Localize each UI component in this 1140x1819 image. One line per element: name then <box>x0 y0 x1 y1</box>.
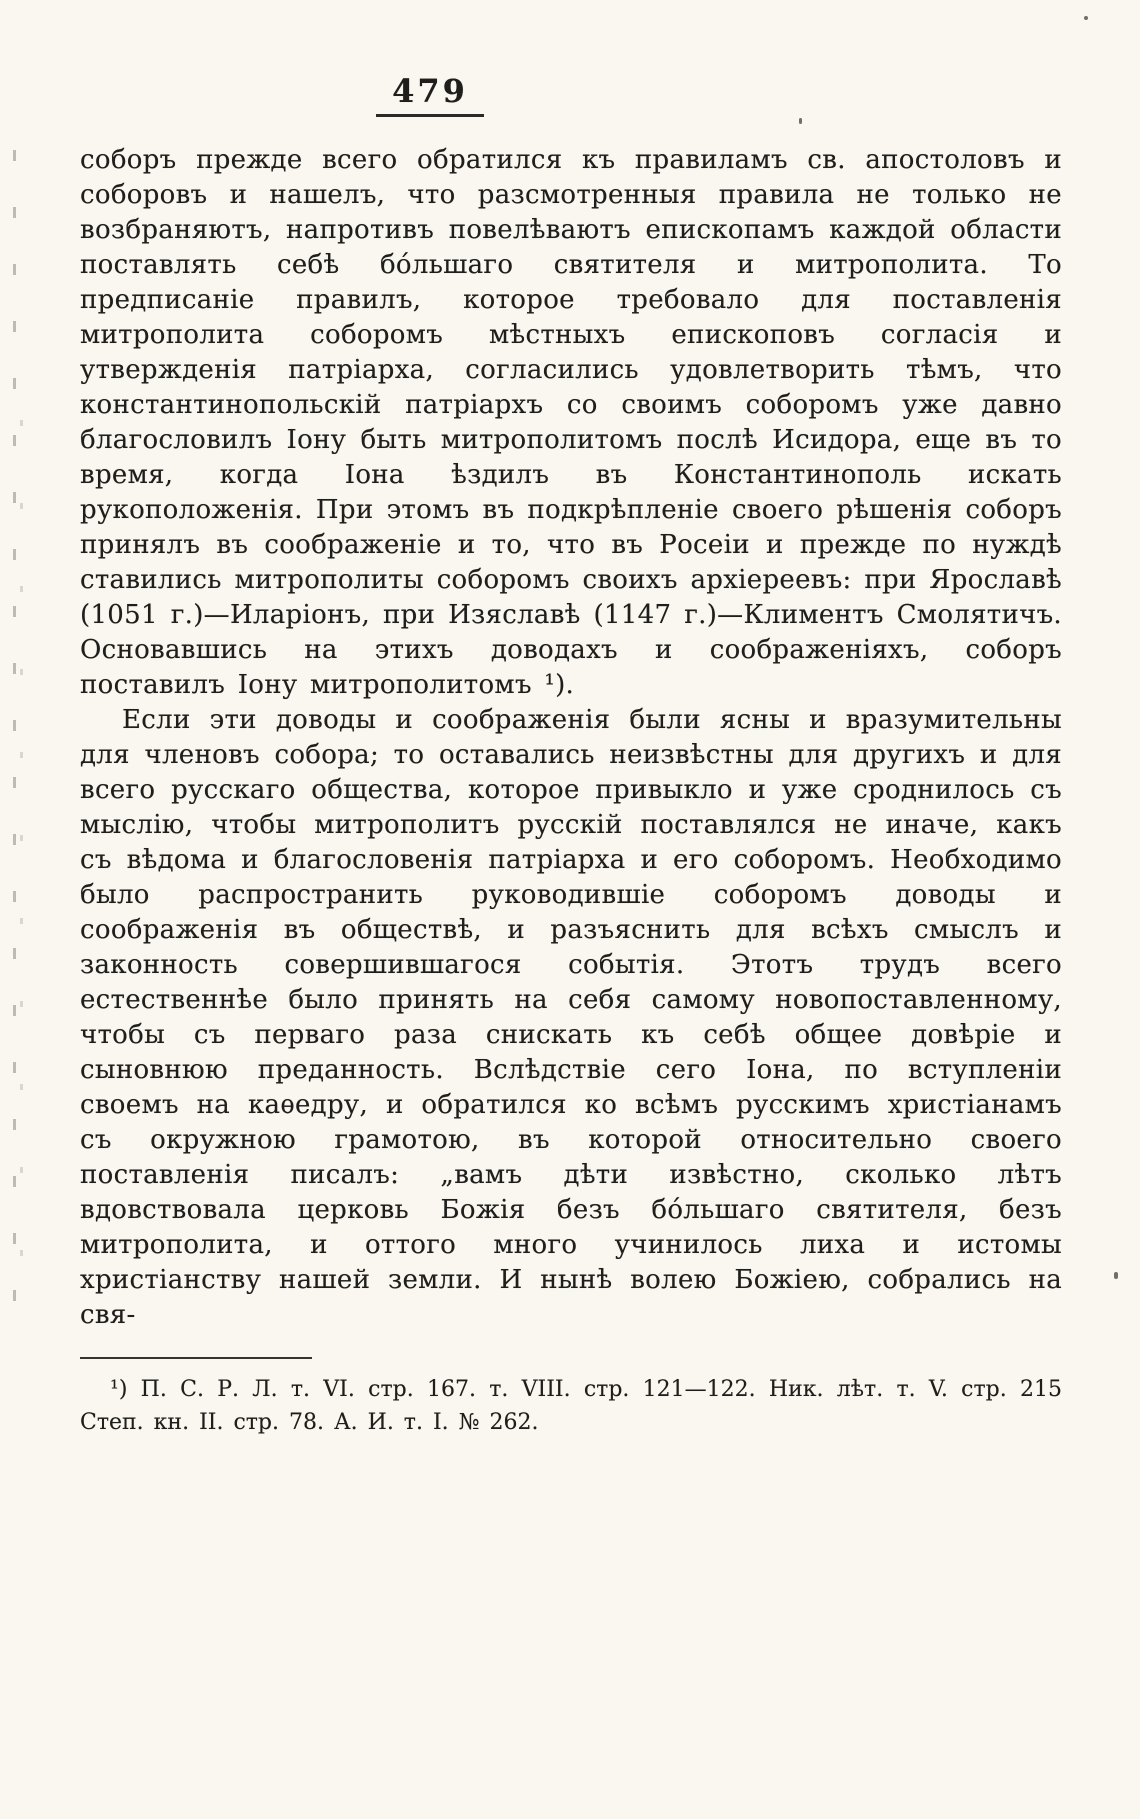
footnote-text: ¹) П. С. Р. Л. т. VI. стр. 167. т. VIII. стр. 121—122. Ник. лѣт. т. V. стр. 215 Степ. кн. II. стр. 78. А. И. т. I. № 262. <box>80 1377 1062 1435</box>
paragraph-2: Если эти доводы и соображенія были ясны и вразумительны для членовъ собора; то оставались неизвѣстны для другихъ и для всего русскаго общества, которое привыкло и уже сроднилось съ мыслію, чтобы митрополитъ русскій поставлялся не иначе, какъ съ вѣдома и благословенія патріарха и его соборомъ. Необходимо было распространить руководившіе соборомъ доводы и соображенія въ обществѣ, и разъяснить для всѣхъ смыслъ и законность совершившагося событія. Этотъ трудъ всего естественнѣе было принять на себя самому новопоставленному, чтобы съ перваго раза снискать къ себѣ общее довѣріе и сыновнюю преданность. Вслѣдствіе сего Іона, по вступленіи своемъ на каѳедру, и обратился ко всѣмъ русскимъ христіанамъ съ окружною грамотою, въ которой относительно своего поставленія писалъ: „вамъ дѣти извѣстно, сколько лѣтъ вдовствовала церковь Божія безъ бо́льшаго святителя, безъ митрополита, и оттого много учинилось лиха и истомы христіанству нашей земли. И нынѣ волею Божіею, собрались на свя- <box>80 705 1062 1330</box>
scan-artifact <box>1114 1272 1118 1279</box>
paragraph-1: соборъ прежде всего обратился къ правиламъ св. апостоловъ и соборовъ и нашелъ, что разсмотренныя правила не только не возбраняютъ, напротивъ повелѣваютъ епископамъ каждой области поставлять себѣ бо́льшаго святителя и митрополита. То предписаніе правилъ, которое требовало для поставленія митрополита соборомъ мѣстныхъ епископовъ согласія и утвержденія патріарха, согласились удовлетворить тѣмъ, что константинопольскій патріархъ со своимъ соборомъ уже давно благословилъ Іону быть митрополитомъ послѣ Исидора, еще въ то время, когда Іона ѣздилъ въ Константинополь искать рукоположенія. При этомъ въ подкрѣпленіе своего рѣшенія соборъ принялъ въ соображеніе и то, что въ Росеіи и прежде по нуждѣ ставились митрополиты соборомъ своихъ архіереевъ: при Ярославѣ (1051 г.)—Иларіонъ, при Изяславѣ (1147 г.)—Климентъ Смолятичъ. Основавшись на этихъ доводахъ и соображеніяхъ, соборъ поставилъ Іону митрополитомъ ¹). <box>80 145 1062 700</box>
main-text <box>80 143 1062 1333</box>
scan-margin-marks <box>13 150 16 1330</box>
page-header <box>0 0 1140 117</box>
scan-margin-marks-secondary <box>20 420 23 1280</box>
footnote-divider <box>80 1357 312 1359</box>
page-number: 479 <box>376 72 484 117</box>
footnote-block <box>80 1357 1062 1439</box>
scan-artifact <box>799 118 802 124</box>
